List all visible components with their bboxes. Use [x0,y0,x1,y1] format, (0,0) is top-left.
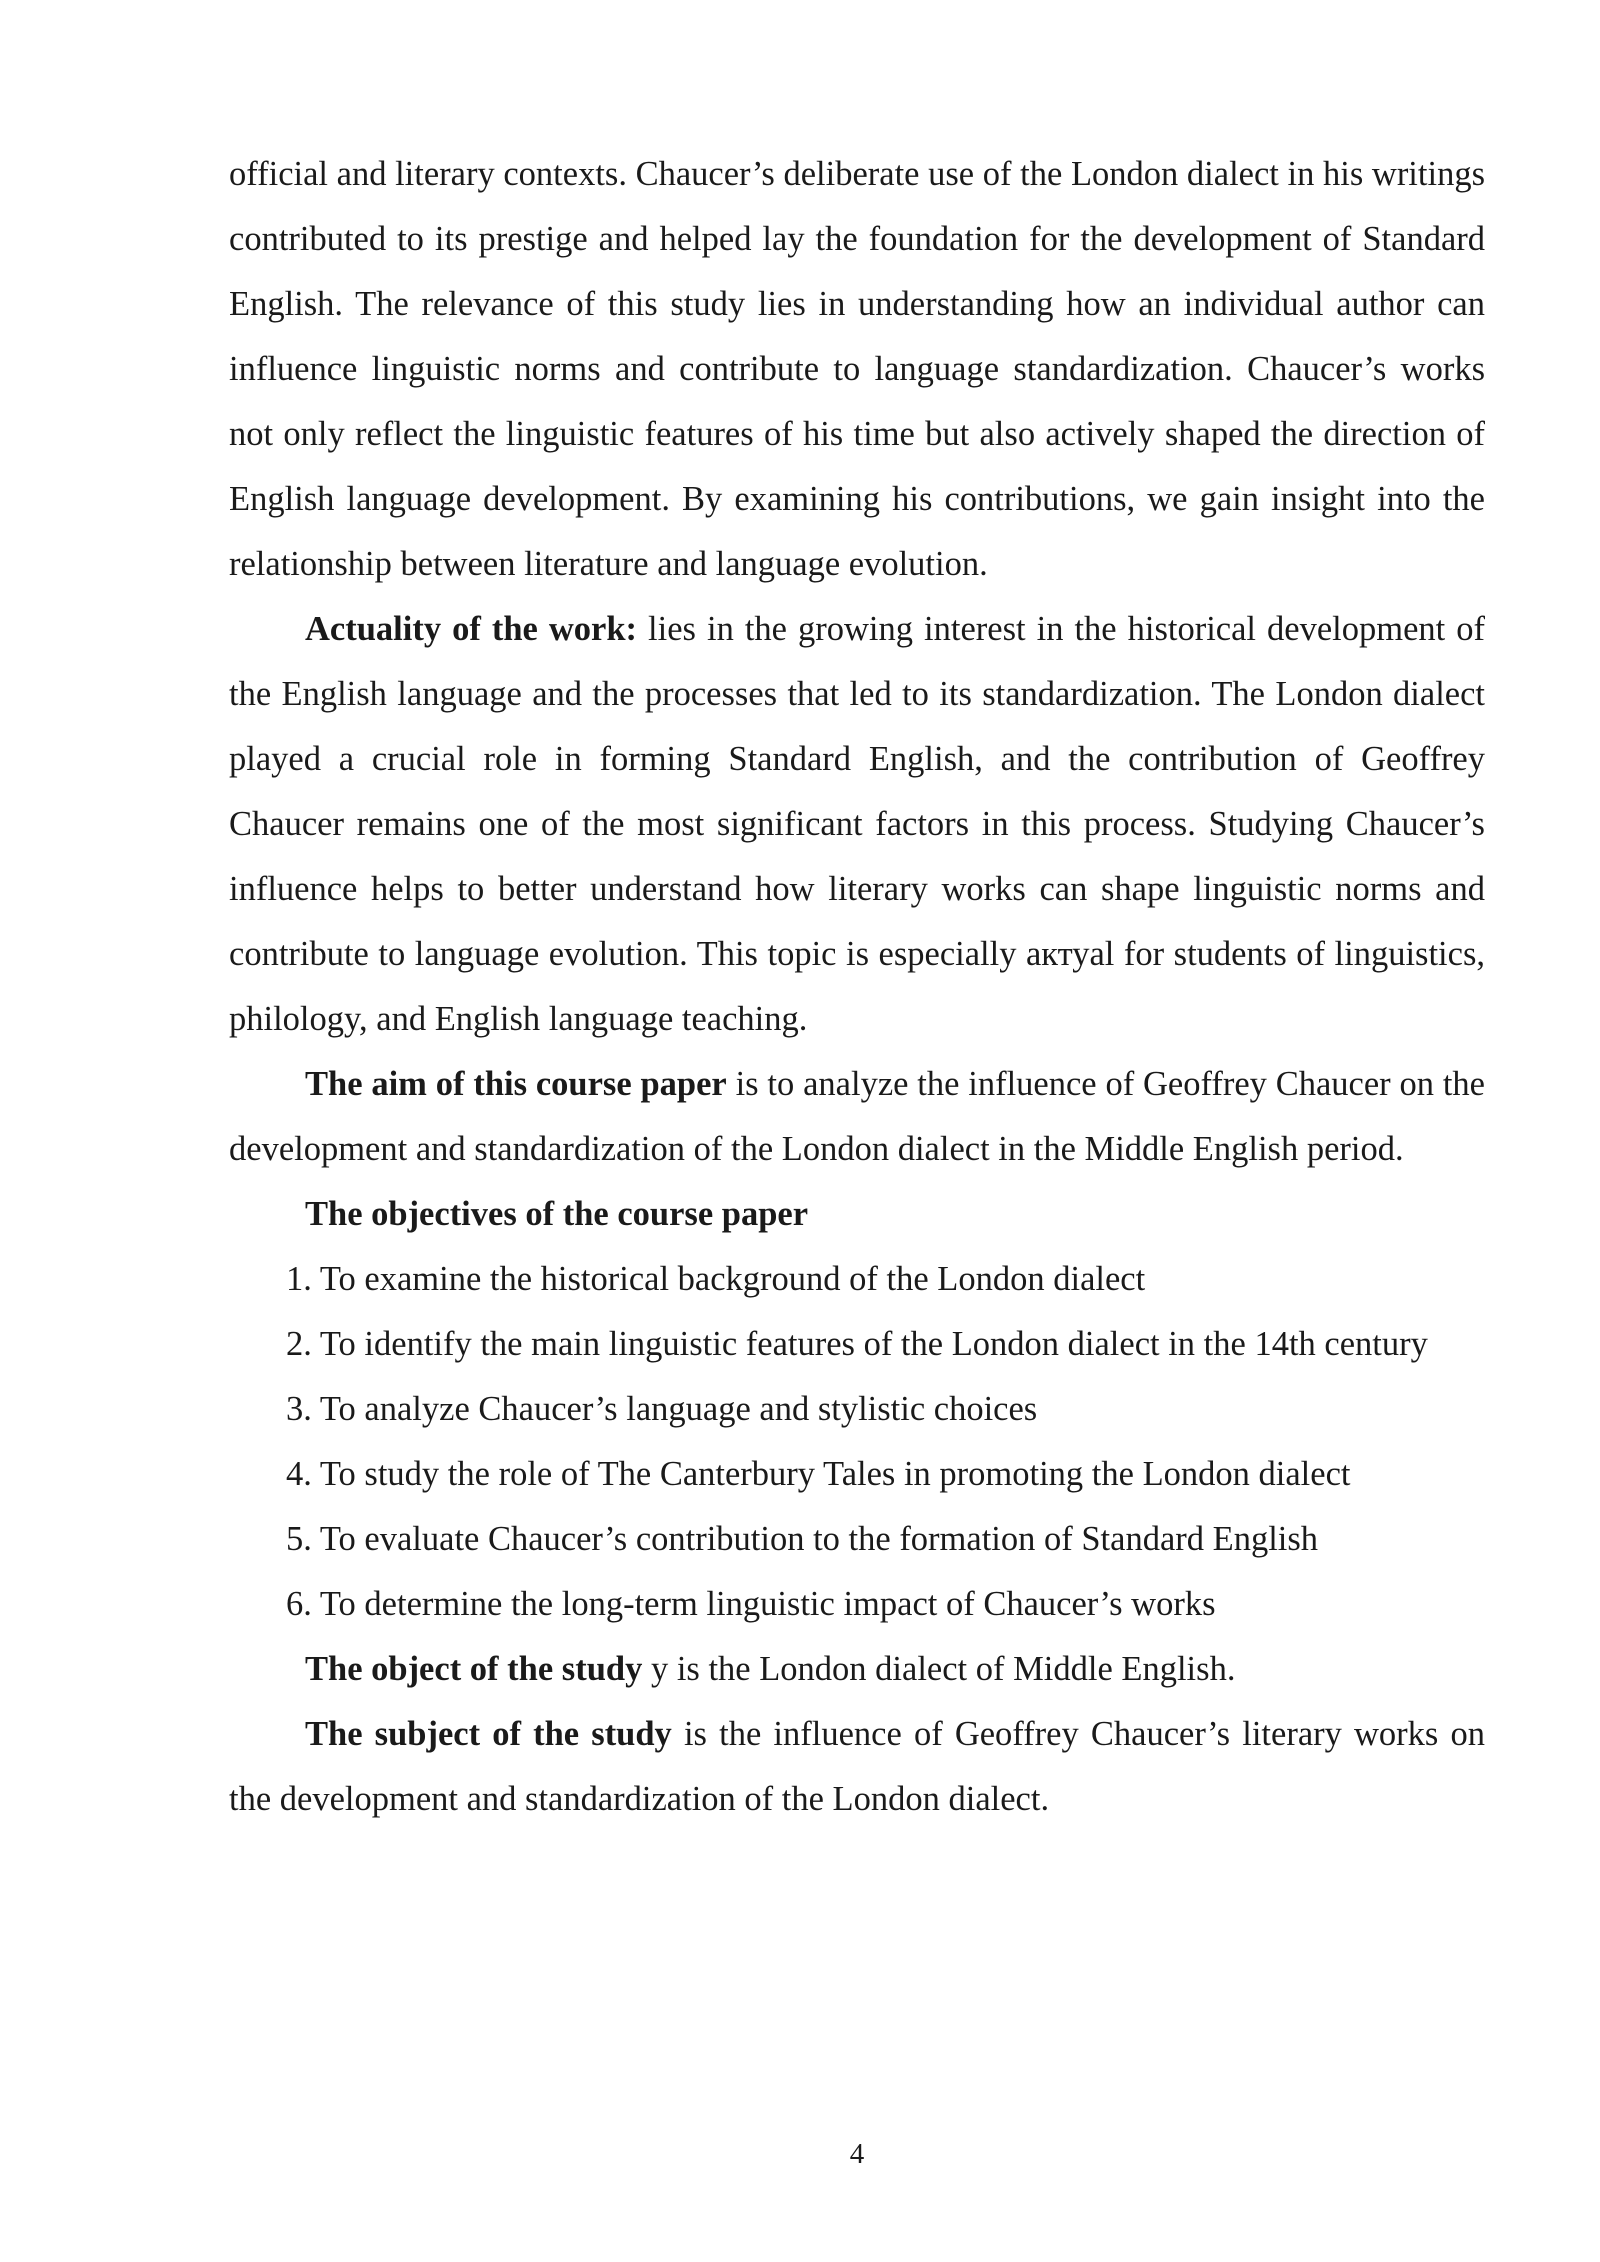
objective-item: 4. To study the role of The Canterbury Tales in promoting the London dialect [286,1455,1351,1493]
page-number: 4 [849,2138,865,2170]
aim-text: is to analyze the influence of Geoffrey Chaucer on the development and standardization of the London dialect in the Middle English period. [229,1065,1485,1168]
object-paragraph [229,1637,1485,1702]
objective-item: 5. To evaluate Chaucer’s contribution to the formation of Standard English [286,1520,1319,1558]
object-text: y is the London dialect of Middle English. [642,1650,1236,1688]
actuality-label: Actuality of the work: [305,610,638,648]
objective-item: 1. To examine the historical background of the London dialect [286,1260,1146,1298]
subject-text: is the influence of Geoffrey Chaucer’s literary works on the development and standardization of the London dialect. [229,1715,1486,1818]
subject-label: The subject of the study [305,1715,672,1753]
actuality-paragraph [229,597,1485,1052]
aim-paragraph [229,1052,1485,1182]
objectives-list [229,1247,1485,1637]
aim-label: The aim of this course paper [305,1065,727,1103]
actuality-text: lies in the growing interest in the historical development of the English language and the processes that led to its standardization. The London dialect played a crucial role in forming Standard English, and the contribution of Geoffrey Chaucer remains one of the most significant factors in this process. Studying Chaucer’s influence helps to better understand how literary works can shape linguistic norms and contribute to language evolution. This topic is especially актуal for students of linguistics, philology, and English language teaching. [229,610,1485,1038]
subject-paragraph [229,1702,1485,1832]
objectives-heading: The objectives of the course paper [305,1195,809,1233]
objective-item: 3. To analyze Chaucer’s language and stylistic choices [286,1390,1038,1428]
object-label: The object of the study [305,1650,643,1688]
objective-item: 2. To identify the main linguistic features of the London dialect in the 14th century [286,1325,1428,1363]
page-body [229,142,1485,1832]
intro-paragraph: official and literary contexts. Chaucer’s deliberate use of the London dialect in his writings contributed to its prestige and helped lay the foundation for the development of Standard English. The relevance of this study lies in understanding how an individual author can influence linguistic norms and contribute to language standardization. Chaucer’s works not only reflect the linguistic features of his time but also actively shaped the direction of English language development. By examining his contributions, we gain insight into the relationship between literature and language evolution. [229,155,1485,583]
objective-item: 6. To determine the long-term linguistic impact of Chaucer’s works [286,1585,1216,1623]
